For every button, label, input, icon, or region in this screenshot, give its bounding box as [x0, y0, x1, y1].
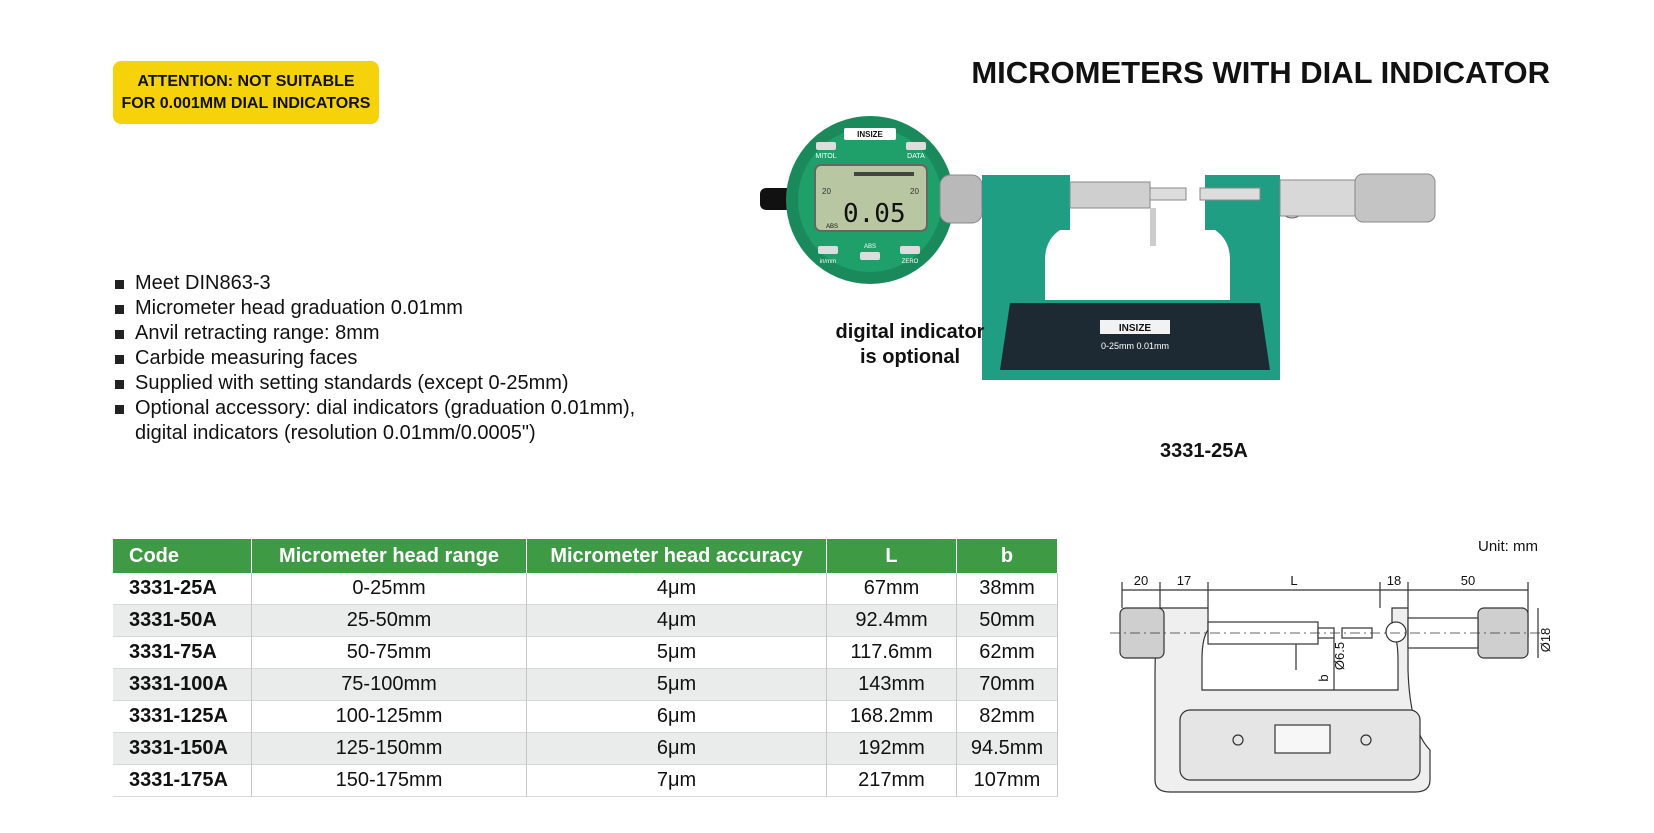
technical-drawing [1110, 560, 1553, 800]
table-header-row [113, 539, 1058, 573]
bullet-square-icon [115, 305, 124, 314]
bullet-square-icon [115, 280, 124, 289]
svg-text:Ø18: Ø18 [1538, 627, 1553, 653]
bullet-square-icon [115, 355, 124, 364]
table-row: 3331-150A 125-150mm 6μm 192mm 94.5mm [113, 733, 1058, 765]
table-row: 3331-50A 25-50mm 4μm 92.4mm 50mm [113, 605, 1058, 637]
bullet-square-icon [115, 380, 124, 389]
feature-item: Carbide measuring faces [113, 346, 753, 371]
svg-text:20: 20 [822, 187, 831, 196]
svg-text:20: 20 [1133, 573, 1149, 588]
page-title: MICROMETERS WITH DIAL INDICATOR [971, 55, 1550, 90]
svg-text:b: b [1316, 674, 1331, 682]
svg-text:20: 20 [910, 187, 919, 196]
svg-text:50: 50 [1460, 573, 1476, 588]
svg-text:DATA: DATA [907, 153, 925, 160]
feature-item: Meet DIN863-3 [113, 271, 753, 296]
attention-line-2: FOR 0.001MM DIAL INDICATORS [121, 94, 371, 112]
table-row: 3331-75A 50-75mm 5μm 117.6mm 62mm [113, 637, 1058, 669]
bullet-square-icon [115, 330, 124, 339]
svg-text:Ø6.5: Ø6.5 [1332, 641, 1347, 671]
svg-text:INSIZE: INSIZE [857, 130, 883, 139]
svg-text:INSIZE: INSIZE [1118, 323, 1152, 334]
bullet-square-icon [115, 405, 124, 414]
svg-text:18: 18 [1386, 573, 1402, 588]
svg-text:17: 17 [1176, 573, 1192, 588]
specification-table [113, 539, 1058, 797]
svg-text:in/mm: in/mm [819, 259, 837, 265]
table-row: 3331-175A 150-175mm 7μm 217mm 107mm [113, 765, 1058, 797]
feature-list [113, 271, 753, 446]
model-label: 3331-25A [1160, 440, 1248, 462]
header-range: Micrometer head range [252, 539, 527, 573]
lcd-reading: 0.05 [843, 199, 906, 229]
feature-item: Optional accessory: dial indicators (graduation 0.01mm), digital indicators (resolution 0.01mm/0.0005") [113, 396, 753, 446]
feature-item: Supplied with setting standards (except 0-25mm) [113, 371, 753, 396]
header-l: L [827, 539, 957, 573]
attention-badge [113, 61, 379, 124]
attention-line-1: ATTENTION: NOT SUITABLE [137, 72, 355, 90]
feature-item: Anvil retracting range: 8mm [113, 321, 753, 346]
table-row: 3331-25A 0-25mm 4μm 67mm 38mm [113, 573, 1058, 605]
insulation-plate [1000, 303, 1270, 370]
header-b: b [957, 539, 1058, 573]
feature-item: Micrometer head graduation 0.01mm [113, 296, 753, 321]
svg-text:L: L [1290, 573, 1298, 588]
svg-text:ABS: ABS [863, 244, 877, 250]
table-row: 3331-100A 75-100mm 5μm 143mm 70mm [113, 669, 1058, 701]
svg-text:ZERO: ZERO [901, 259, 919, 265]
optional-caption: digital indicator is optional [835, 321, 985, 368]
svg-text:ABS: ABS [826, 224, 839, 230]
micrometer-product-photo [760, 120, 1540, 420]
table-row: 3331-125A 100-125mm 6μm 168.2mm 82mm [113, 701, 1058, 733]
svg-text:0-25mm 0.01mm: 0-25mm 0.01mm [1100, 341, 1170, 351]
svg-text:MITOL: MITOL [815, 153, 837, 160]
header-accuracy: Micrometer head accuracy [527, 539, 827, 573]
unit-label: Unit: mm [1478, 538, 1538, 555]
header-code: Code [113, 539, 252, 573]
